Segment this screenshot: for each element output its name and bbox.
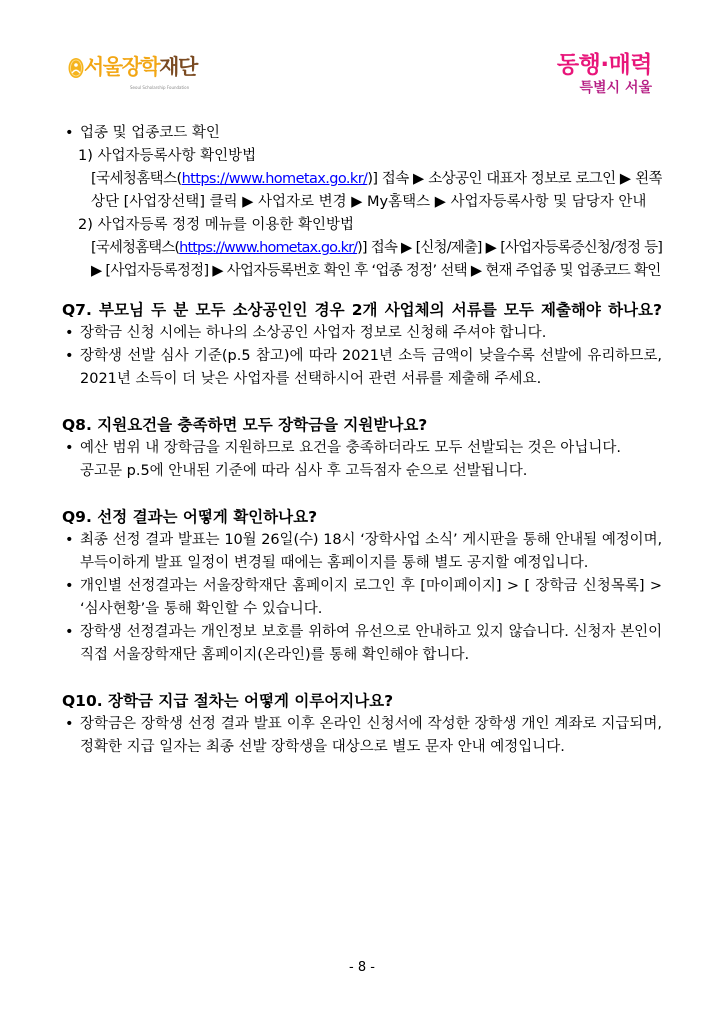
answer-item bbox=[62, 621, 662, 667]
method-steps bbox=[62, 237, 662, 283]
slogan-line1: 동행·매력 bbox=[556, 52, 652, 78]
question-heading: Q7. 부모님 두 분 모두 소상공인인 경우 2개 사업체의 서류를 모두 제출해야 하나요? bbox=[62, 301, 662, 319]
step-text: )] 접속 ▶ 소상공인 대표자 정보로 로그인 ▶ 왼쪽 bbox=[367, 171, 662, 187]
answer-line: 공고문 p.5에 안내된 기준에 따라 심사 후 고득점자 순으로 선발됩니다. bbox=[80, 463, 528, 479]
answer-item bbox=[62, 529, 662, 575]
answer-text bbox=[80, 713, 662, 759]
answer-text bbox=[80, 345, 662, 391]
answer-item bbox=[62, 437, 662, 483]
seoul-city-slogan-logo bbox=[557, 50, 652, 96]
answer-line: 장학생 선발 심사 기준(p.5 참고)에 따라 2021년 소득 금액이 낮을수록 선발에 유리하므로, bbox=[80, 348, 662, 364]
bullet-marker: • bbox=[65, 440, 74, 456]
bullet-marker: • bbox=[65, 348, 74, 364]
list-item-text bbox=[80, 122, 662, 145]
logo-wordmark bbox=[84, 52, 197, 82]
answer-line: 개인별 선정결과는 서울장학재단 홈페이지 로그인 후 [마이페이지] > [ 장학금 신청목록] > bbox=[80, 578, 662, 594]
method-step-line: ▶ [사업자등록정정] ▶ 사업자등록번호 확인 후 ‘업종 정정’ 선택 ▶ 현재 주업종 및 업종코드 확인 bbox=[91, 263, 661, 279]
answer-line: 예산 범위 내 장학금을 지원하므로 요건을 충족하더라도 모두 선발되는 것은 아닙니다. bbox=[80, 440, 621, 456]
page-footer bbox=[0, 956, 724, 979]
step-text: )] 접속 ▶ [신청/제출] ▶ [사업자등록증신청/정정 등] bbox=[357, 240, 662, 256]
logo-wordmark-part1: 서울장학 bbox=[84, 55, 160, 79]
method-title: 2) 사업자등록 정정 메뉴를 이용한 확인방법 bbox=[78, 217, 355, 233]
faq-q8 bbox=[62, 414, 662, 483]
hometax-link[interactable]: https://www.hometax.go.kr/ bbox=[181, 171, 368, 187]
method-1 bbox=[62, 145, 662, 214]
method-title: 1) 사업자등록사항 확인방법 bbox=[78, 148, 257, 164]
faq-q10 bbox=[62, 690, 662, 759]
logo-tagline: Seoul Scholarship Foundation bbox=[130, 85, 190, 90]
answer-item bbox=[62, 322, 662, 345]
business-type-section bbox=[62, 122, 662, 283]
bullet-marker: • bbox=[65, 532, 74, 548]
answer-line: 장학금 신청 시에는 하나의 소상공인 사업자 정보로 신청해 주셔야 합니다. bbox=[80, 325, 547, 341]
answer-item bbox=[62, 713, 662, 759]
hometax-link[interactable]: https://www.hometax.go.kr/ bbox=[179, 240, 358, 256]
seoul-scholarship-foundation-logo bbox=[68, 52, 218, 94]
business-type-title: 업종 및 업종코드 확인 bbox=[80, 125, 220, 141]
question-heading: Q10. 장학금 지급 절차는 어떻게 이루어지나요? bbox=[62, 692, 394, 710]
bullet-marker: • bbox=[65, 578, 74, 594]
answer-text bbox=[80, 621, 662, 667]
answer-text bbox=[80, 575, 662, 621]
method-step-line bbox=[91, 168, 662, 191]
page-number: - 8 - bbox=[349, 960, 375, 975]
answer-line: 최종 선정 결과 발표는 10월 26일(수) 18시 ‘장학사업 소식’ 게시판을 통해 안내될 예정이며, bbox=[80, 532, 662, 548]
question-heading: Q8. 지원요건을 충족하면 모두 장학금을 지원받나요? bbox=[62, 416, 428, 434]
answer-item bbox=[62, 575, 662, 621]
answer-line: 정확한 지급 일자는 최종 선발 장학생을 대상으로 별도 문자 안내 예정입니다. bbox=[80, 739, 565, 755]
answer-text bbox=[80, 437, 662, 483]
answer-line: ‘심사현황’을 통해 확인할 수 있습니다. bbox=[80, 601, 323, 617]
answer-line: 장학금은 장학생 선정 결과 발표 이후 온라인 신청서에 작성한 장학생 개인 계좌로 지급되며, bbox=[80, 716, 662, 732]
document-body bbox=[62, 122, 662, 759]
bullet-marker: • bbox=[65, 325, 74, 341]
slogan-line2: 특별시 서울 bbox=[579, 80, 652, 96]
seoul-scholarship-emblem-icon bbox=[68, 57, 84, 79]
answer-text bbox=[80, 529, 662, 575]
step-text: [국세청홈택스( bbox=[91, 240, 180, 256]
faq-q7 bbox=[62, 299, 662, 391]
list-item bbox=[62, 122, 662, 145]
logo-wordmark-part2: 재단 bbox=[159, 55, 197, 79]
method-step-line bbox=[91, 237, 662, 260]
answer-item bbox=[62, 345, 662, 391]
answer-line: 장학생 선정결과는 개인정보 보호를 위하여 유선으로 안내하고 있지 않습니다. 신청자 본인이 bbox=[80, 624, 662, 640]
step-text: [국세청홈택스( bbox=[91, 171, 182, 187]
bullet-marker: • bbox=[65, 125, 74, 141]
method-step-line: 상단 [사업장선택] 클릭 ▶ 사업자로 변경 ▶ My홈택스 ▶ 사업자등록사항 및 담당자 안내 bbox=[91, 194, 647, 210]
method-2 bbox=[62, 214, 662, 283]
bullet-marker: • bbox=[65, 624, 74, 640]
answer-text bbox=[80, 322, 662, 345]
answer-line: 직접 서울장학재단 홈페이지(온라인)를 통해 확인해야 합니다. bbox=[80, 647, 470, 663]
answer-line: 부득이하게 발표 일정이 변경될 때에는 홈페이지를 통해 별도 공지할 예정입니다. bbox=[80, 555, 589, 571]
answer-line: 2021년 소득이 더 낮은 사업자를 선택하시어 관련 서류를 제출해 주세요. bbox=[80, 371, 542, 387]
bullet-marker: • bbox=[65, 716, 74, 732]
faq-q9 bbox=[62, 506, 662, 667]
question-heading: Q9. 선정 결과는 어떻게 확인하나요? bbox=[62, 508, 318, 526]
method-steps bbox=[62, 168, 662, 214]
